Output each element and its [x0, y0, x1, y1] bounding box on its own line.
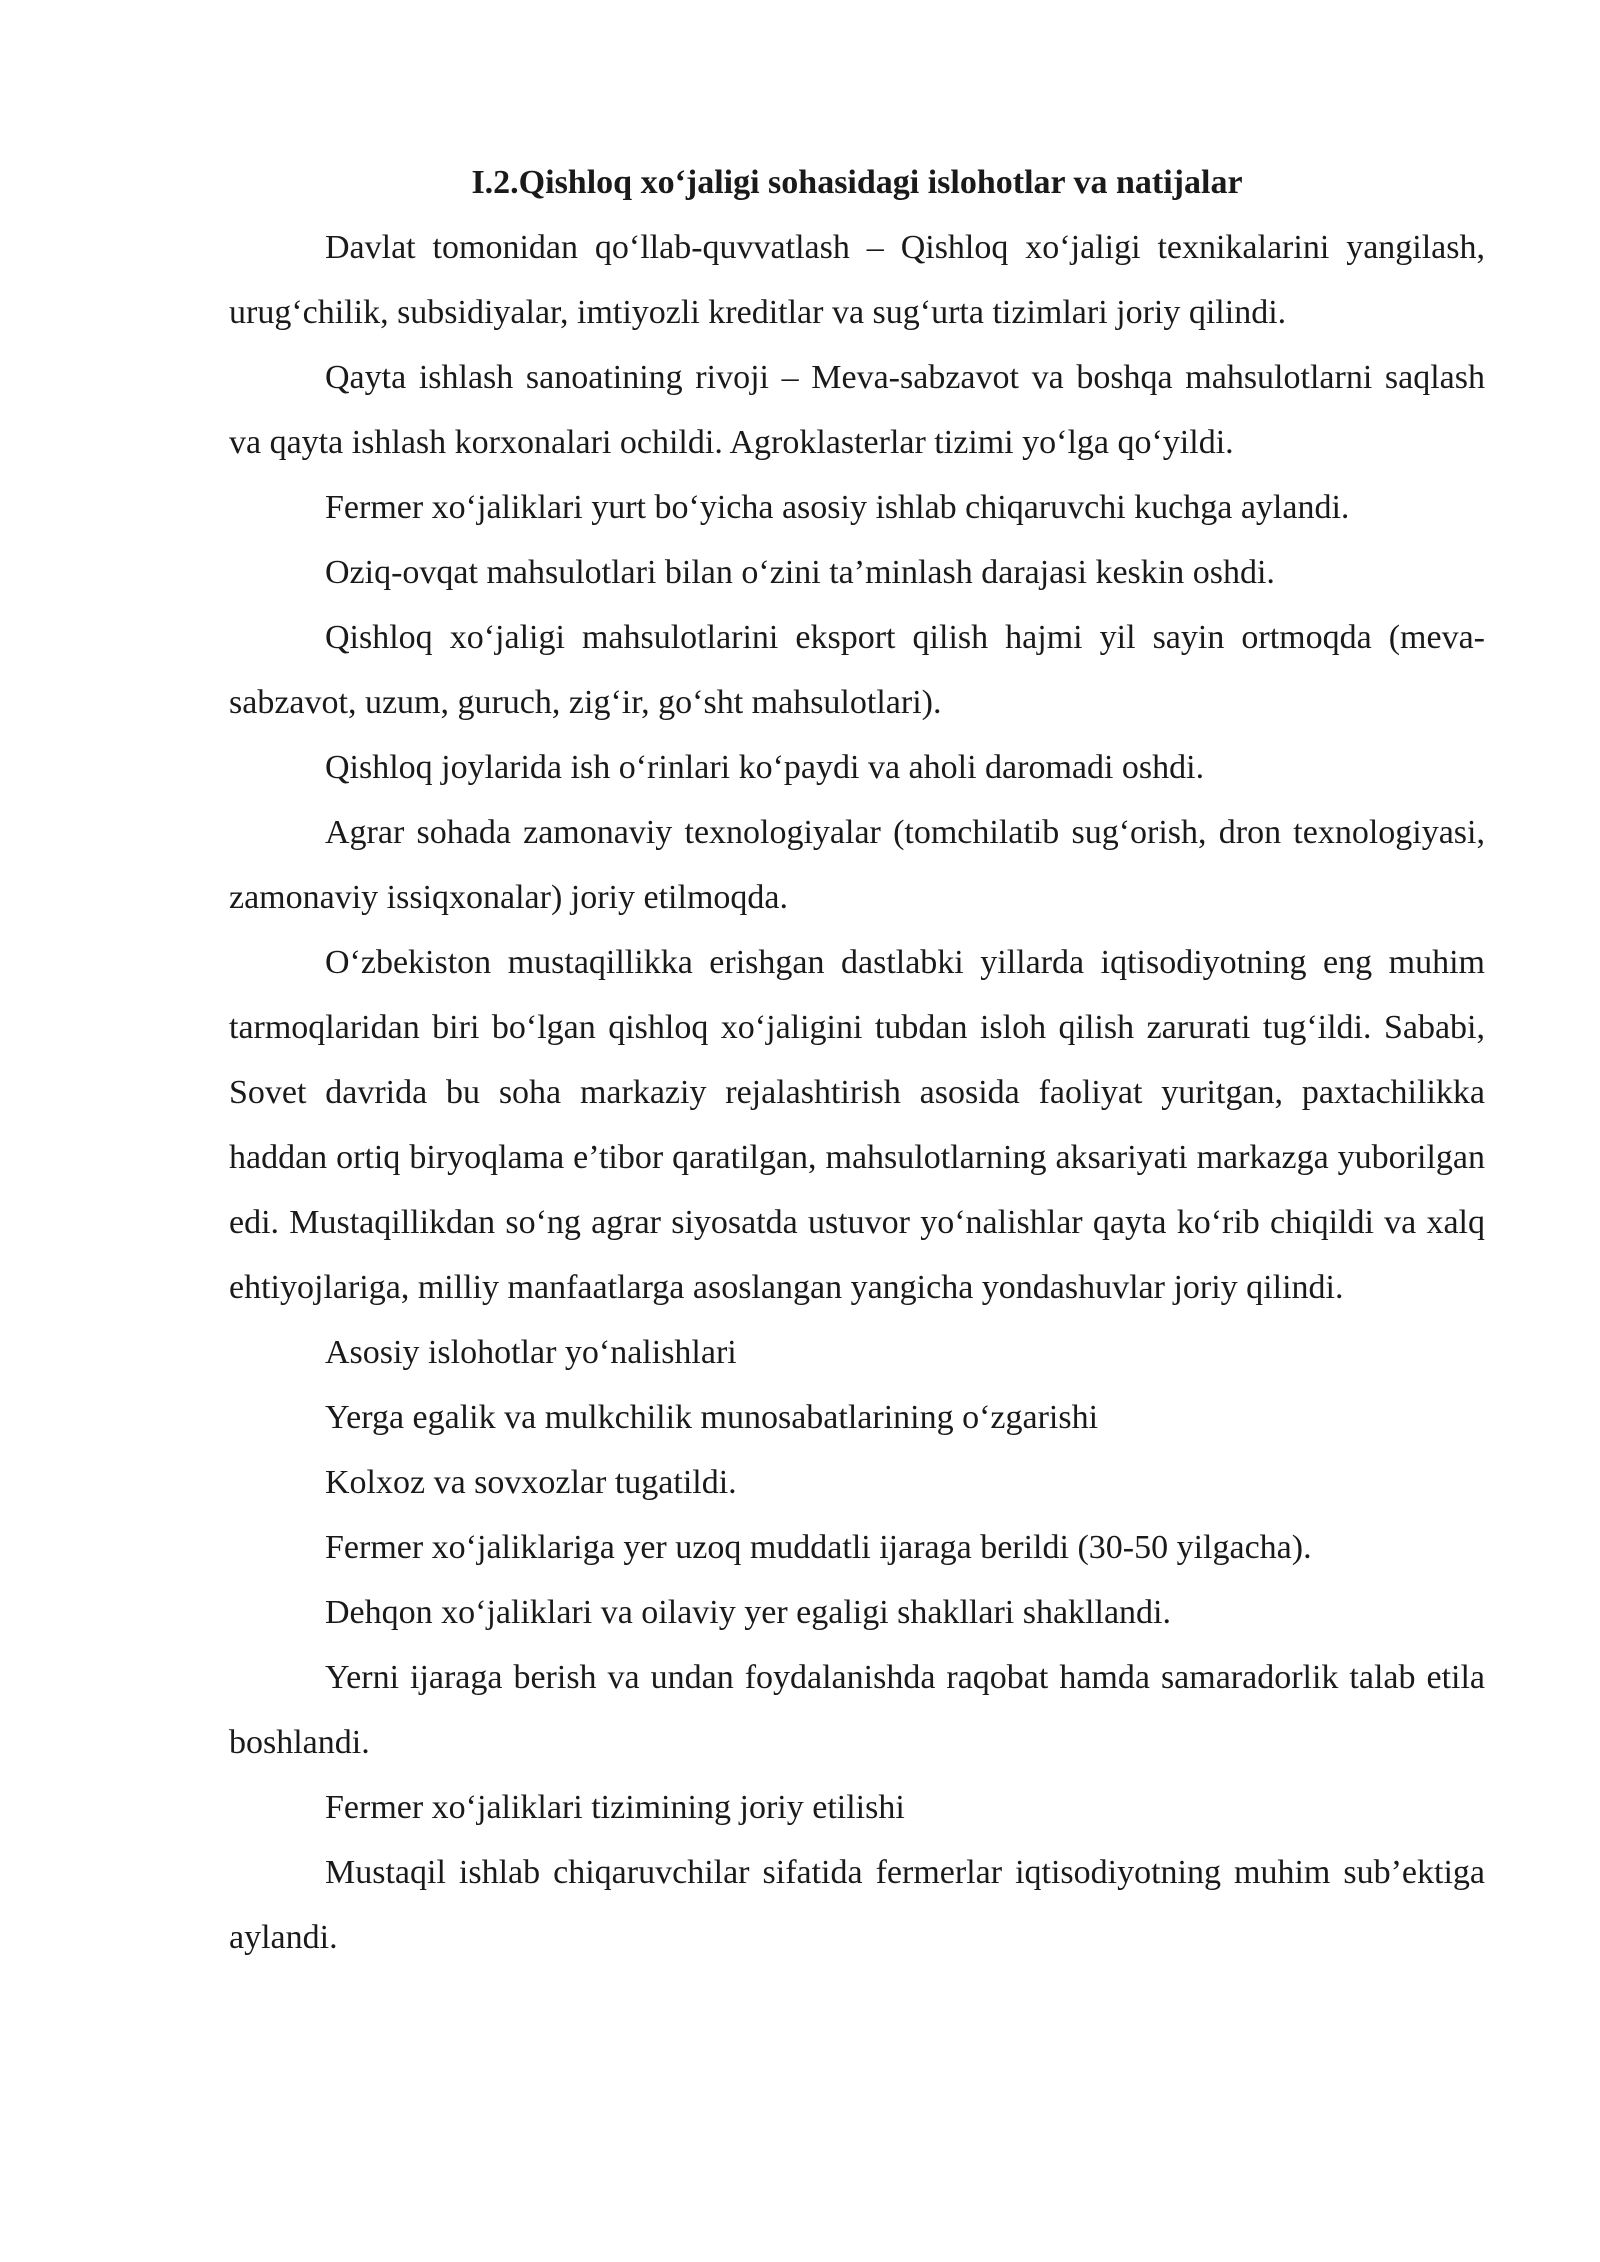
paragraph: Davlat tomonidan qo‘llab-quvvatlash – Qishloq xo‘jaligi texnikalarini yangilash, urug‘chilik, subsidiyalar, imtiyozli kreditlar va sug‘urta tizimlari joriy qilindi.	[229, 229, 1485, 331]
section-title: I.2.Qishloq xo‘jaligi sohasidagi islohotlar va natijalar	[471, 164, 1243, 201]
paragraph: Fermer xo‘jaliklari yurt bo‘yicha asosiy ishlab chiqaruvchi kuchga aylandi.	[325, 489, 1350, 526]
paragraph: Fermer xo‘jaliklari tizimining joriy etilishi	[325, 1789, 905, 1826]
paragraph: Kolxoz va sovxozlar tugatildi.	[325, 1464, 737, 1501]
paragraph: Agrar sohada zamonaviy texnologiyalar (tomchilatib sug‘orish, dron texnologiyasi, zamonaviy issiqxonalar) joriy etilmoqda.	[229, 814, 1485, 916]
paragraph: O‘zbekiston mustaqillikka erishgan dastlabki yillarda iqtisodiyotning eng muhim tarmoqlaridan biri bo‘lgan qishloq xo‘jaligini tubdan isloh qilish zarurati tug‘ildi. Sababi, Sovet davrida bu soha markaziy rejalashtirish asosida faoliyat yuritgan, paxtachilikka haddan ortiq biryoqlama e’tibor qaratilgan, mahsulotlarning aksariyati markazga yuborilgan edi. Mustaqillikdan so‘ng agrar siyosatda ustuvor yo‘nalishlar qayta ko‘rib chiqildi va xalq ehtiyojlariga, milliy manfaatlarga asoslangan yangicha yondashuvlar joriy qilindi.	[229, 944, 1485, 1306]
paragraph: Qishloq joylarida ish o‘rinlari ko‘paydi va aholi daromadi oshdi.	[325, 749, 1205, 786]
paragraph: Yerga egalik va mulkchilik munosabatlarining o‘zgarishi	[325, 1399, 1099, 1436]
paragraph: Yerni ijaraga berish va undan foydalanishda raqobat hamda samaradorlik talab etila boshlandi.	[229, 1659, 1485, 1761]
paragraph: Qayta ishlash sanoatining rivoji – Meva-sabzavot va boshqa mahsulotlarni saqlash va qayta ishlash korxonalari ochildi. Agroklasterlar tizimi yo‘lga qo‘yildi.	[229, 359, 1485, 461]
paragraph: Dehqon xo‘jaliklari va oilaviy yer egaligi shakllari shakllandi.	[325, 1594, 1171, 1631]
paragraph: Fermer xo‘jaliklariga yer uzoq muddatli ijaraga berildi (30-50 yilgacha).	[325, 1529, 1312, 1566]
paragraph: Mustaqil ishlab chiqaruvchilar sifatida fermerlar iqtisodiyotning muhim sub’ektiga aylandi.	[229, 1854, 1485, 1956]
paragraph: Asosiy islohotlar yo‘nalishlari	[325, 1334, 737, 1371]
document-body	[229, 150, 1485, 1970]
paragraph: Oziq-ovqat mahsulotlari bilan o‘zini ta’minlash darajasi keskin oshdi.	[325, 554, 1275, 591]
paragraph: Qishloq xo‘jaligi mahsulotlarini eksport qilish hajmi yil sayin ortmoqda (meva-sabzavot, uzum, guruch, zig‘ir, go‘sht mahsulotlari).	[229, 619, 1485, 721]
